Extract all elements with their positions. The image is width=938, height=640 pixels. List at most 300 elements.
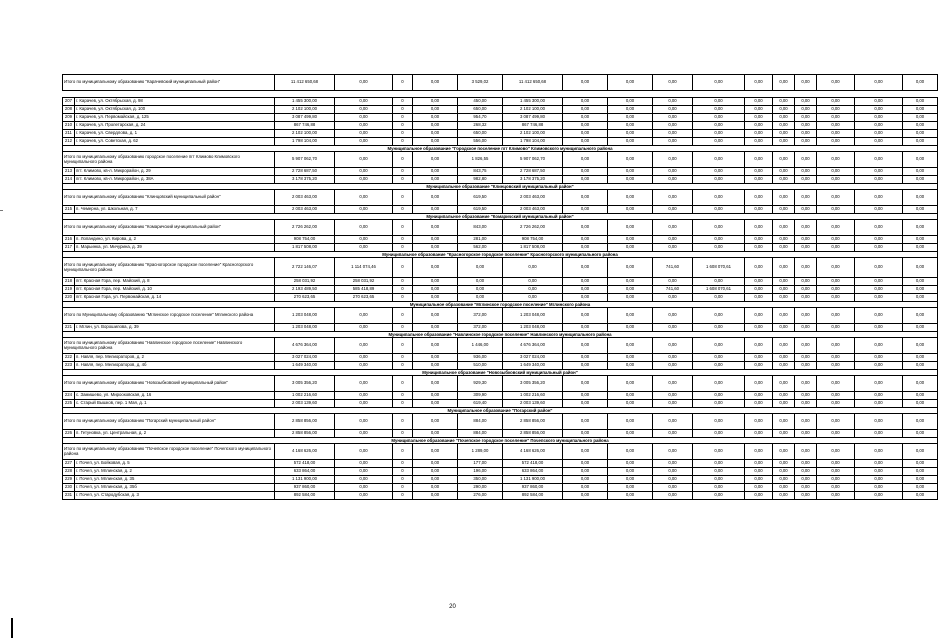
row-number: 229 [63, 476, 75, 484]
value-cell: 0 [393, 168, 413, 176]
table-row [63, 354, 938, 362]
value-cell: 0,00 [795, 460, 817, 468]
value-cell: 0,00 [817, 190, 855, 206]
value-cell: 2 102 100,00 [503, 106, 563, 114]
value-cell: 0,00 [693, 484, 745, 492]
value-cell: 0,00 [693, 400, 745, 408]
value-cell: 0,00 [903, 286, 938, 294]
value-cell: 0,00 [413, 206, 458, 214]
report-sheet [62, 74, 925, 500]
value-cell: 0,00 [608, 286, 653, 294]
value-cell: 0,00 [563, 220, 608, 236]
value-cell: 0,00 [903, 220, 938, 236]
value-cell: 0,00 [817, 168, 855, 176]
row-number: 212 [63, 138, 75, 146]
row-number: 213 [63, 168, 75, 176]
address-cell: пгт. Красная Гора, пер. Майский, д. 8 [75, 278, 275, 286]
value-cell: 0,00 [855, 220, 903, 236]
value-cell: 1 002 216,60 [275, 392, 335, 400]
value-cell: 0 [393, 244, 413, 252]
address-cell: с. Старый Вышков, пер. 1 Мая, д. 1 [75, 400, 275, 408]
value-cell: 2 726 262,00 [503, 220, 563, 236]
value-cell: 0,00 [563, 414, 608, 430]
value-cell: 0,00 [773, 376, 795, 392]
value-cell: 0,00 [563, 75, 608, 91]
value-cell: 0,00 [335, 206, 393, 214]
value-cell: 0,00 [817, 392, 855, 400]
value-cell: 0,00 [413, 376, 458, 392]
value-cell: 2 003 463,00 [503, 190, 563, 206]
value-cell: 0,00 [773, 484, 795, 492]
value-cell: 0,00 [693, 468, 745, 476]
value-cell: 0,00 [653, 484, 693, 492]
value-cell: 0,00 [903, 484, 938, 492]
subtotal-row [63, 444, 938, 460]
value-cell: 0,00 [773, 430, 795, 438]
value-cell: 0,00 [653, 444, 693, 460]
value-cell: 0,00 [693, 168, 745, 176]
value-cell: 0,00 [413, 392, 458, 400]
value-cell: 0,00 [855, 168, 903, 176]
value-cell: 0 [393, 484, 413, 492]
value-cell: 0,00 [795, 392, 817, 400]
value-cell: 0,00 [773, 460, 795, 468]
value-cell: 0,00 [817, 400, 855, 408]
value-cell: 0,00 [693, 308, 745, 324]
value-cell: 954,70 [458, 114, 503, 122]
value-cell: 258 031,92 [335, 278, 393, 286]
table-row [63, 98, 938, 106]
value-cell: 0,00 [903, 492, 938, 500]
value-cell: 0,00 [855, 392, 903, 400]
value-cell: 0,00 [795, 492, 817, 500]
address-cell: п. Навля, пер. Мелиораторов, д. 4б [75, 362, 275, 370]
value-cell: 0,00 [795, 376, 817, 392]
subtotal-label: Итого по муниципальному образованию "Погарский муниципальный район" [63, 414, 275, 430]
value-cell: 0,00 [335, 176, 393, 184]
value-cell: 741,60 [653, 286, 693, 294]
value-cell: 1 289,00 [458, 444, 503, 460]
value-cell: 0,00 [745, 430, 773, 438]
value-cell: 0,00 [413, 114, 458, 122]
address-cell: г. Карачев, ул. Первомайская, д. 125 [75, 114, 275, 122]
value-cell: 0,00 [563, 376, 608, 392]
value-cell: 0,00 [413, 258, 458, 278]
value-cell: 741,60 [653, 258, 693, 278]
value-cell: 0,00 [608, 294, 653, 302]
value-cell: 5 907 062,70 [275, 152, 335, 168]
value-cell: 0 [393, 294, 413, 302]
value-cell: 0 [393, 354, 413, 362]
value-cell: 3 529,02 [458, 75, 503, 91]
row-number: 230 [63, 484, 75, 492]
value-cell: 0,00 [608, 484, 653, 492]
value-cell: 1 455 300,00 [503, 98, 563, 106]
value-cell: 0,00 [563, 206, 608, 214]
value-cell: 0,00 [503, 278, 563, 286]
address-cell: г. Почеп, ул. Стародубская, д. 3 [75, 492, 275, 500]
value-cell: 892 584,00 [275, 492, 335, 500]
value-cell: 0,00 [693, 220, 745, 236]
value-cell: 2 193 489,50 [275, 286, 335, 294]
value-cell: 0,00 [745, 444, 773, 460]
value-cell: 0,00 [335, 460, 393, 468]
value-cell: 0,00 [563, 476, 608, 484]
value-cell: 0,00 [855, 114, 903, 122]
value-cell: 0,00 [745, 244, 773, 252]
row-number: 227 [63, 460, 75, 468]
value-cell: 0,00 [795, 308, 817, 324]
value-cell: 0,00 [903, 392, 938, 400]
value-cell: 4 168 626,00 [275, 444, 335, 460]
value-cell: 867 746,88 [503, 122, 563, 130]
value-cell: 908 754,00 [503, 236, 563, 244]
value-cell: 372,00 [458, 308, 503, 324]
value-cell: 0,00 [693, 98, 745, 106]
value-cell: 4 676 364,00 [503, 338, 563, 354]
value-cell: 0,00 [608, 130, 653, 138]
value-cell: 0,00 [855, 75, 903, 91]
value-cell: 3 027 024,00 [275, 354, 335, 362]
value-cell: 0,00 [608, 106, 653, 114]
value-cell: 0,00 [563, 286, 608, 294]
value-cell: 0,00 [745, 176, 773, 184]
row-number: 214 [63, 176, 75, 184]
value-cell: 0 [393, 220, 413, 236]
value-cell: 0,00 [817, 114, 855, 122]
spacer-row [63, 91, 938, 98]
value-cell: 2 722 146,07 [275, 258, 335, 278]
value-cell: 0,00 [903, 468, 938, 476]
value-cell: 0,00 [773, 98, 795, 106]
value-cell: 0,00 [903, 244, 938, 252]
value-cell: 0,00 [608, 324, 653, 332]
value-cell: 0,00 [745, 324, 773, 332]
value-cell: 0,00 [903, 106, 938, 114]
value-cell: 0,00 [413, 444, 458, 460]
value-cell: 1 203 048,00 [503, 324, 563, 332]
value-cell: 0,00 [563, 294, 608, 302]
subtotal-row [63, 220, 938, 236]
value-cell: 0,00 [335, 98, 393, 106]
value-cell: 0,00 [693, 176, 745, 184]
value-cell: 1 203 048,00 [503, 308, 563, 324]
value-cell: 0,00 [795, 286, 817, 294]
value-cell: 0,00 [608, 190, 653, 206]
value-cell: 0,00 [773, 278, 795, 286]
value-cell: 0,00 [903, 122, 938, 130]
value-cell: 0,00 [817, 220, 855, 236]
value-cell: 0,00 [335, 324, 393, 332]
table-row [63, 476, 938, 484]
row-number: 220 [63, 294, 75, 302]
value-cell: 0,00 [855, 122, 903, 130]
value-cell: 2 003 139,60 [503, 400, 563, 408]
municipality-header: Муниципальное образование "Мглинское городское поселение" Мглинского района [63, 302, 938, 308]
value-cell: 0,00 [855, 400, 903, 408]
row-number: 226 [63, 430, 75, 438]
value-cell: 0,00 [413, 460, 458, 468]
value-cell: 0,00 [563, 244, 608, 252]
value-cell: 633 864,00 [503, 468, 563, 476]
value-cell: 0,00 [563, 168, 608, 176]
value-cell: 0,00 [795, 98, 817, 106]
value-cell: 937 860,00 [275, 484, 335, 492]
value-cell: 0 [393, 362, 413, 370]
value-cell: 0,00 [693, 75, 745, 91]
value-cell: 0,00 [653, 338, 693, 354]
value-cell: 0,00 [745, 376, 773, 392]
value-cell: 0,00 [745, 122, 773, 130]
value-cell: 1 608 070,61 [693, 258, 745, 278]
value-cell: 0,00 [413, 122, 458, 130]
value-cell: 0,00 [335, 414, 393, 430]
value-cell: 258 031,92 [275, 278, 335, 286]
value-cell: 0 [393, 130, 413, 138]
table-row [63, 430, 938, 438]
value-cell: 0,00 [773, 206, 795, 214]
table-row [63, 392, 938, 400]
value-cell: 0,00 [653, 392, 693, 400]
value-cell: 309,90 [458, 392, 503, 400]
value-cell: 0,00 [413, 468, 458, 476]
row-number: 215 [63, 206, 75, 214]
value-cell: 0,00 [563, 236, 608, 244]
value-cell: 0,00 [653, 220, 693, 236]
value-cell: 0,00 [855, 138, 903, 146]
value-cell: 0,00 [745, 168, 773, 176]
value-cell: 0,00 [855, 354, 903, 362]
value-cell: 0,00 [563, 190, 608, 206]
value-cell: 0,00 [795, 168, 817, 176]
scan-tick [0, 210, 3, 211]
value-cell: 0,00 [903, 308, 938, 324]
table-row [63, 176, 938, 184]
value-cell: 0,00 [413, 430, 458, 438]
value-cell: 0,00 [903, 444, 938, 460]
address-cell: г. Почеп, ул. Бойковая, д. 5 [75, 460, 275, 468]
value-cell: 0,00 [413, 98, 458, 106]
page-number: 20 [449, 604, 456, 610]
value-cell: 843,00 [458, 220, 503, 236]
value-cell: 0,00 [773, 114, 795, 122]
value-cell: 270 623,65 [275, 294, 335, 302]
value-cell: 2 726 262,00 [275, 220, 335, 236]
value-cell: 0,00 [903, 130, 938, 138]
value-cell: 0 [393, 206, 413, 214]
value-cell: 908 754,00 [275, 236, 335, 244]
value-cell: 0,00 [773, 130, 795, 138]
value-cell: 0,00 [335, 114, 393, 122]
value-cell: 0,00 [745, 190, 773, 206]
value-cell: 1 203 048,00 [275, 324, 335, 332]
value-cell: 0,00 [653, 244, 693, 252]
value-cell: 1 131 900,00 [275, 476, 335, 484]
value-cell: 0,00 [745, 98, 773, 106]
value-cell: 0 [393, 98, 413, 106]
row-number: 207 [63, 98, 75, 106]
subtotal-label: Итого по муниципальному образованию "Навлинское городское поселение" Навлинского муниципального района [63, 338, 275, 354]
value-cell: 884,00 [458, 430, 503, 438]
value-cell: 0,00 [855, 244, 903, 252]
address-cell: г. Мглин, ул. Ворошилова, д. 39 [75, 324, 275, 332]
value-cell: 3 178 375,20 [503, 176, 563, 184]
value-cell: 0,00 [773, 168, 795, 176]
row-number: 217 [63, 244, 75, 252]
value-cell: 0 [393, 430, 413, 438]
address-cell: п. Лопандино, ул. Кирова, д. 2 [75, 236, 275, 244]
value-cell: 0,00 [413, 176, 458, 184]
value-cell: 0,00 [563, 338, 608, 354]
value-cell: 0,00 [458, 278, 503, 286]
value-cell: 0,00 [903, 236, 938, 244]
value-cell: 0,00 [903, 190, 938, 206]
value-cell: 0,00 [413, 106, 458, 114]
row-number: 225 [63, 400, 75, 408]
value-cell: 2 003 463,00 [275, 206, 335, 214]
value-cell: 0,00 [608, 376, 653, 392]
value-cell: 2 728 687,50 [503, 168, 563, 176]
value-cell: 0,00 [653, 206, 693, 214]
value-cell: 0,00 [773, 152, 795, 168]
value-cell: 510,00 [458, 362, 503, 370]
address-cell: г. Карачев, ул. Свердлова, д. 1 [75, 130, 275, 138]
value-cell: 0,00 [855, 258, 903, 278]
value-cell: 2 003 463,00 [503, 206, 563, 214]
value-cell: 0,00 [795, 106, 817, 114]
row-number: 218 [63, 278, 75, 286]
value-cell: 0,00 [335, 122, 393, 130]
value-cell: 3 178 375,20 [275, 176, 335, 184]
address-cell: пгт. Климово, кв-л. Микрорайон, д. 38А [75, 176, 275, 184]
value-cell: 0,00 [773, 392, 795, 400]
table-row [63, 324, 938, 332]
value-cell: 0,00 [795, 75, 817, 91]
value-cell: 0,00 [653, 430, 693, 438]
value-cell: 0,00 [855, 176, 903, 184]
value-cell: 0,00 [855, 286, 903, 294]
value-cell: 0 [393, 190, 413, 206]
value-cell: 0,00 [817, 492, 855, 500]
value-cell: 0,00 [855, 278, 903, 286]
value-cell: 0,00 [653, 130, 693, 138]
value-cell: 0,00 [458, 286, 503, 294]
value-cell: 0,00 [903, 75, 938, 91]
value-cell: 0,00 [413, 484, 458, 492]
value-cell: 0,00 [855, 98, 903, 106]
value-cell: 0,00 [795, 244, 817, 252]
value-cell: 0,00 [903, 206, 938, 214]
value-cell: 572 418,00 [503, 460, 563, 468]
table-row [63, 362, 938, 370]
subtotal-label: Итого по муниципальному образованию городское поселение пгт Климово Климовского муниципального района [63, 152, 275, 168]
value-cell: 0 [393, 376, 413, 392]
value-cell: 1 446,00 [458, 338, 503, 354]
value-cell: 1 817 508,00 [503, 244, 563, 252]
value-cell: 0,00 [653, 98, 693, 106]
value-cell: 0,00 [745, 414, 773, 430]
value-cell: 0,00 [773, 190, 795, 206]
value-cell: 372,00 [458, 324, 503, 332]
value-cell: 450,00 [458, 98, 503, 106]
value-cell: 0,00 [817, 106, 855, 114]
value-cell: 0,00 [773, 106, 795, 114]
spacer-cell [63, 91, 938, 98]
value-cell: 0,00 [608, 75, 653, 91]
value-cell: 0 [393, 414, 413, 430]
value-cell: 0,00 [413, 308, 458, 324]
value-cell: 0,00 [563, 362, 608, 370]
row-number: 219 [63, 286, 75, 294]
value-cell: 0,00 [563, 176, 608, 184]
value-cell: 0,00 [608, 278, 653, 286]
value-cell: 3 027 024,00 [503, 354, 563, 362]
address-cell: пгт. Красная Гора, пер. Майский, д. 10 [75, 286, 275, 294]
value-cell: 0,00 [795, 362, 817, 370]
value-cell: 0,00 [413, 476, 458, 484]
value-cell: 0 [393, 75, 413, 91]
value-cell: 0 [393, 460, 413, 468]
value-cell: 0,00 [693, 206, 745, 214]
value-cell: 0,00 [653, 308, 693, 324]
value-cell: 11 412 650,68 [275, 75, 335, 91]
value-cell: 0,00 [817, 324, 855, 332]
value-cell: 0,00 [563, 122, 608, 130]
value-cell: 0,00 [745, 130, 773, 138]
value-cell: 0,00 [653, 138, 693, 146]
value-cell: 0,00 [653, 476, 693, 484]
value-cell: 1 455 300,00 [275, 98, 335, 106]
value-cell: 2 102 100,00 [275, 130, 335, 138]
value-cell: 0,00 [563, 278, 608, 286]
value-cell: 0,00 [795, 444, 817, 460]
value-cell: 0,00 [693, 338, 745, 354]
value-cell: 0,00 [608, 338, 653, 354]
value-cell: 0,00 [653, 324, 693, 332]
address-cell: г. Почеп, ул. Мглинская, д. 35 [75, 476, 275, 484]
value-cell: 0,00 [608, 414, 653, 430]
value-cell: 0,00 [653, 492, 693, 500]
value-cell: 0,00 [855, 484, 903, 492]
value-cell: 619,50 [458, 190, 503, 206]
value-cell: 0,00 [903, 400, 938, 408]
table-row [63, 106, 938, 114]
value-cell: 0,00 [653, 168, 693, 176]
row-number: 209 [63, 114, 75, 122]
value-cell: 0,00 [903, 354, 938, 362]
value-cell: 0,00 [335, 190, 393, 206]
value-cell: 0,00 [608, 244, 653, 252]
row-number: 211 [63, 130, 75, 138]
subtotal-label: Итого по муниципальному образованию "Почепское городское поселение" Почепского муниципального района [63, 444, 275, 460]
value-cell: 929,30 [458, 376, 503, 392]
value-cell: 0,00 [608, 492, 653, 500]
row-number: 231 [63, 492, 75, 500]
value-cell: 0,00 [693, 362, 745, 370]
value-cell: 0,00 [653, 468, 693, 476]
value-cell: 0 [393, 338, 413, 354]
value-cell: 0,00 [563, 106, 608, 114]
municipality-header: Муниципальное образование "Комаричский муниципальный район" [63, 214, 938, 220]
value-cell: 0,00 [773, 236, 795, 244]
value-cell: 0,00 [745, 294, 773, 302]
value-cell: 0,00 [745, 468, 773, 476]
value-cell: 0,00 [903, 376, 938, 392]
value-cell: 0,00 [817, 206, 855, 214]
value-cell: 1 826,55 [458, 152, 503, 168]
value-cell: 0,00 [653, 400, 693, 408]
subtotal-row [63, 75, 938, 91]
